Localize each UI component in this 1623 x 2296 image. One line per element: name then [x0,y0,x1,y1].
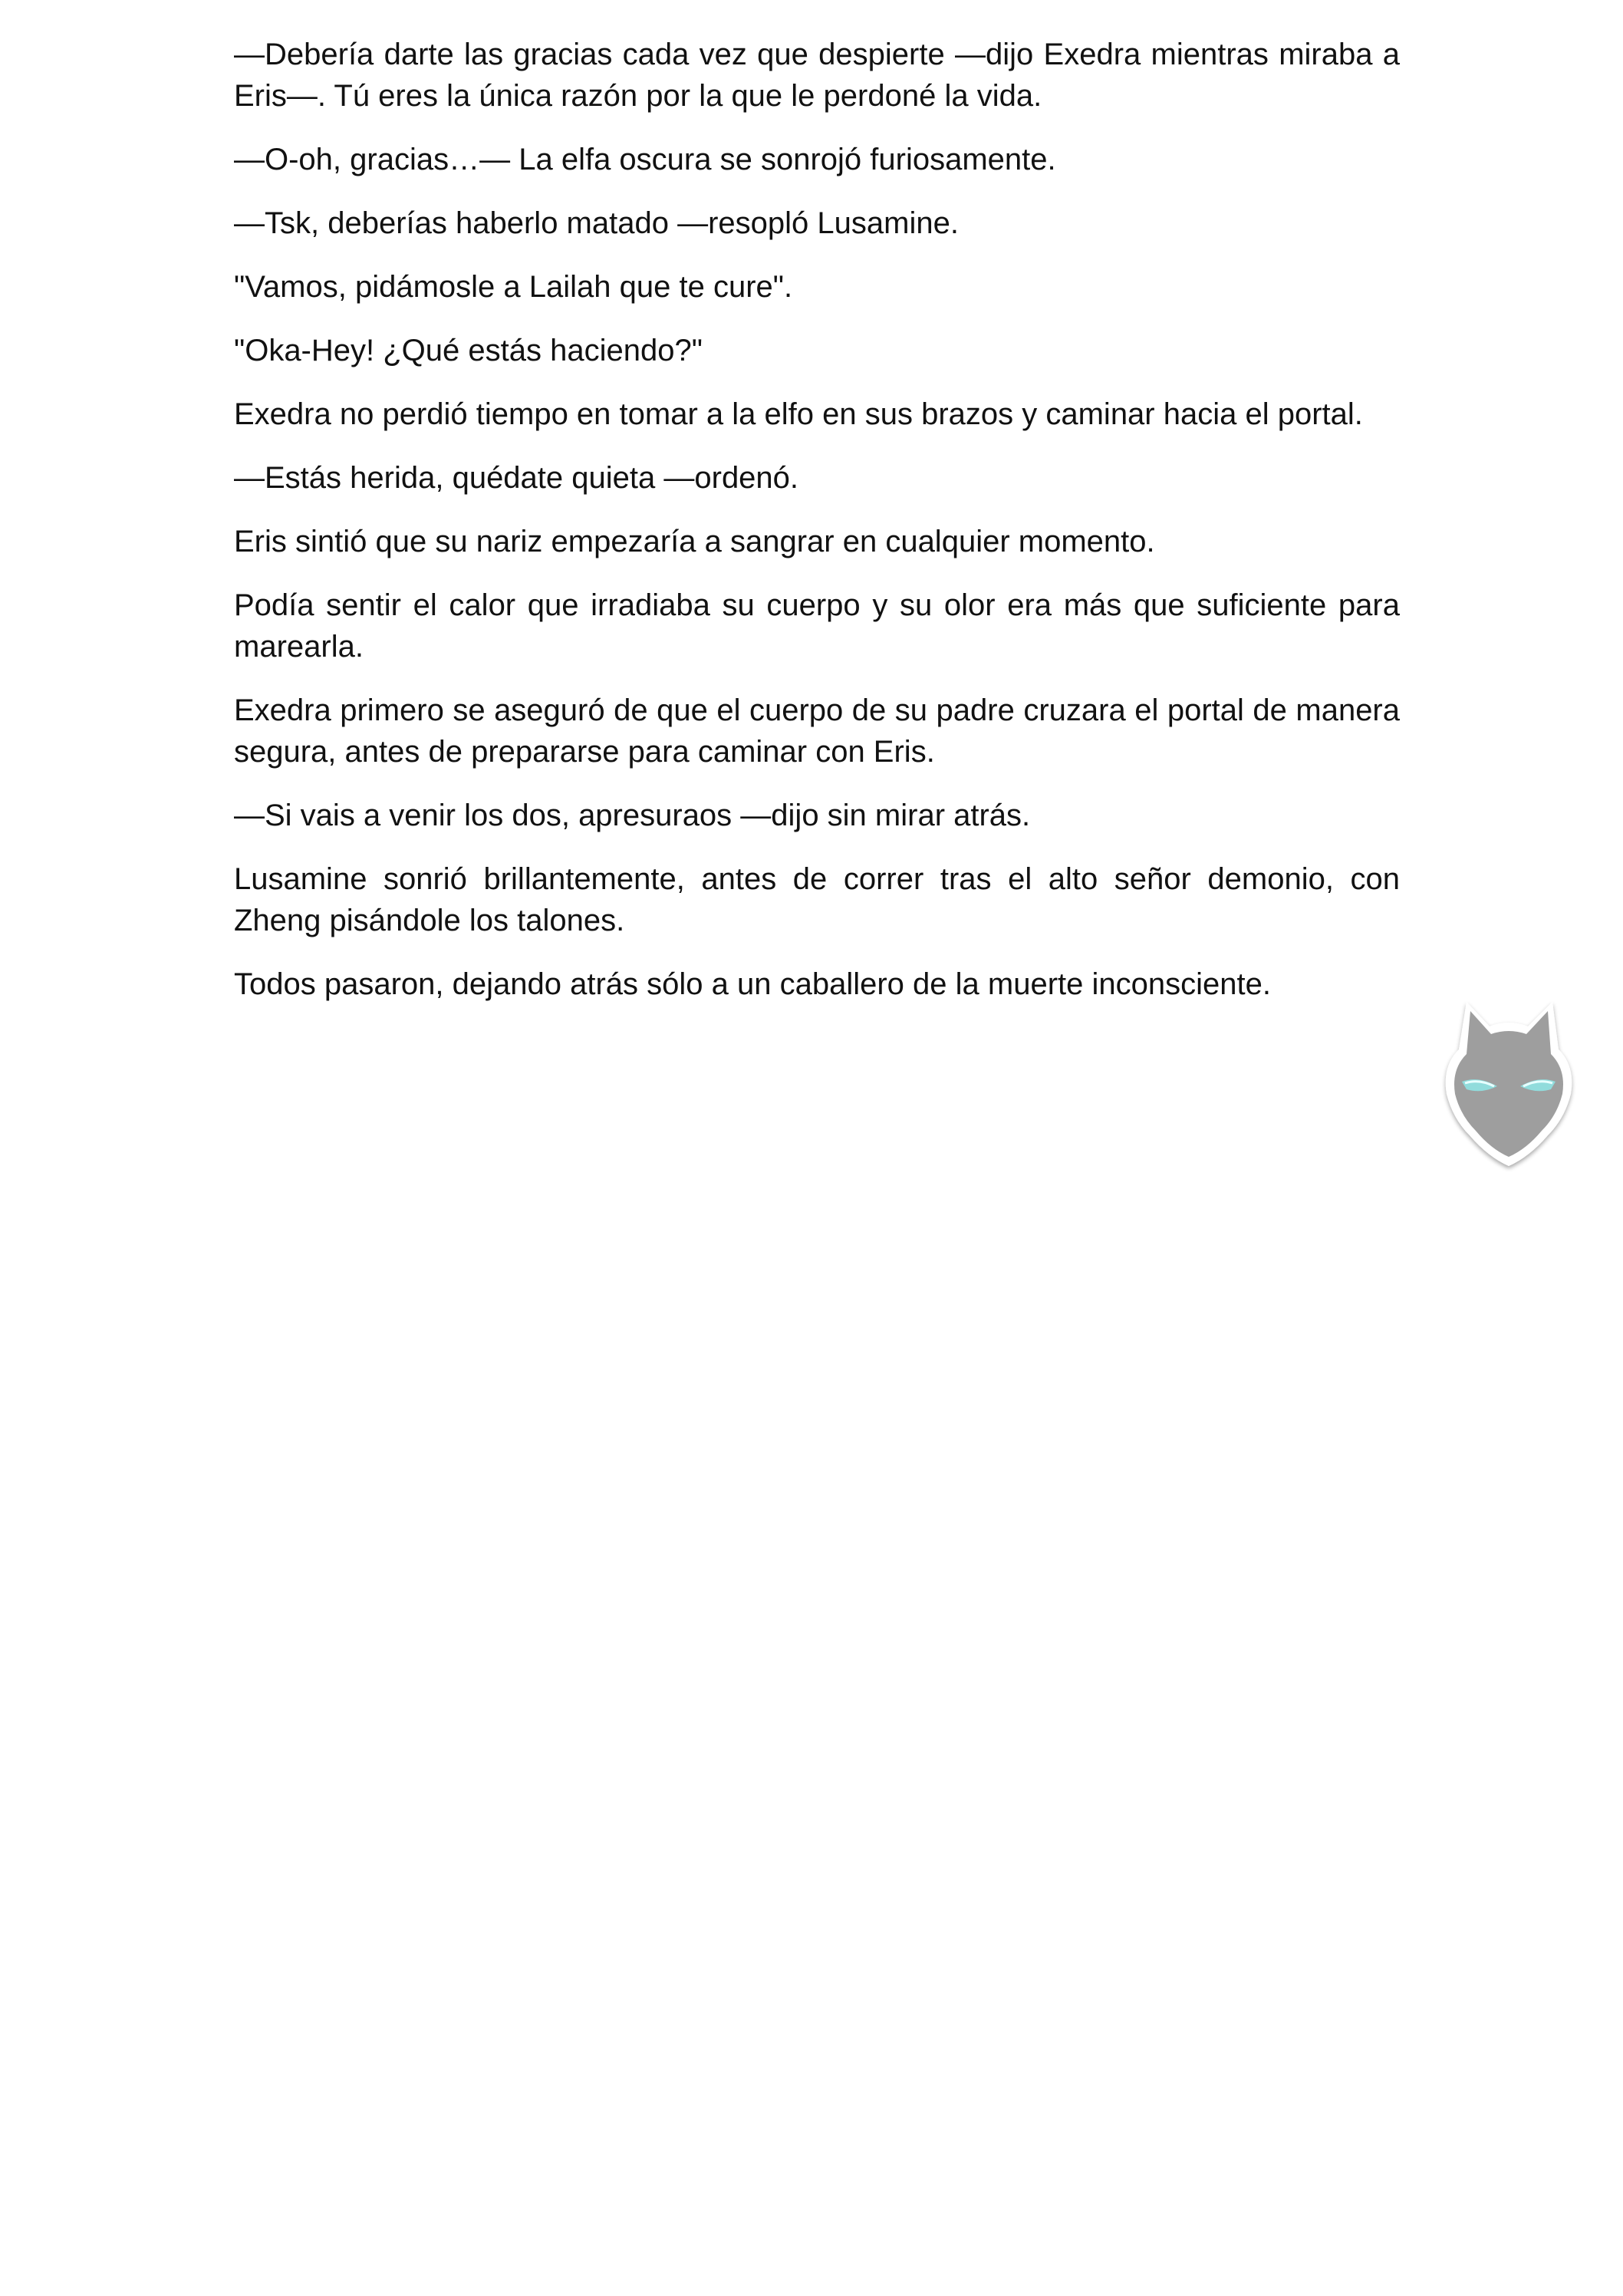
paragraph: —Tsk, deberías haberlo matado —resopló Lusamine. [234,206,959,240]
paragraph: "Vamos, pidámosle a Lailah que te cure". [234,270,793,304]
paragraph: —Debería darte las gracias cada vez que despierte —dijo Exedra mientras miraba a Eris—. Tú eres la única razón por la que le perdoné la vida. [234,38,1400,113]
paragraph: —Si vais a venir los dos, apresuraos —dijo sin mirar atrás. [234,799,1031,832]
paragraph: Podía sentir el calor que irradiaba su cuerpo y su olor era más que suficiente para marearla. [234,588,1400,664]
paragraph: Todos pasaron, dejando atrás sólo a un caballero de la muerte inconsciente. [234,967,1271,1001]
paragraph: "Oka-Hey! ¿Qué estás haciendo?" [234,334,703,367]
paragraph: —Estás herida, quédate quieta —ordenó. [234,461,799,495]
paragraph: Eris sintió que su nariz empezaría a sangrar en cualquier momento. [234,525,1155,558]
document-body [234,34,1400,1027]
paragraph: Exedra primero se aseguró de que el cuerpo de su padre cruzara el portal de manera segura, antes de prepararse para caminar con Eris. [234,693,1400,769]
paragraph: Exedra no perdió tiempo en tomar a la elfo en sus brazos y caminar hacia el portal. [234,397,1363,431]
demon-head-icon [1436,996,1582,1172]
paragraph: —O-oh, gracias…— La elfa oscura se sonrojó furiosamente. [234,143,1056,176]
paragraph: Lusamine sonrió brillantemente, antes de correr tras el alto señor demonio, con Zheng pisándole los talones. [234,862,1400,937]
